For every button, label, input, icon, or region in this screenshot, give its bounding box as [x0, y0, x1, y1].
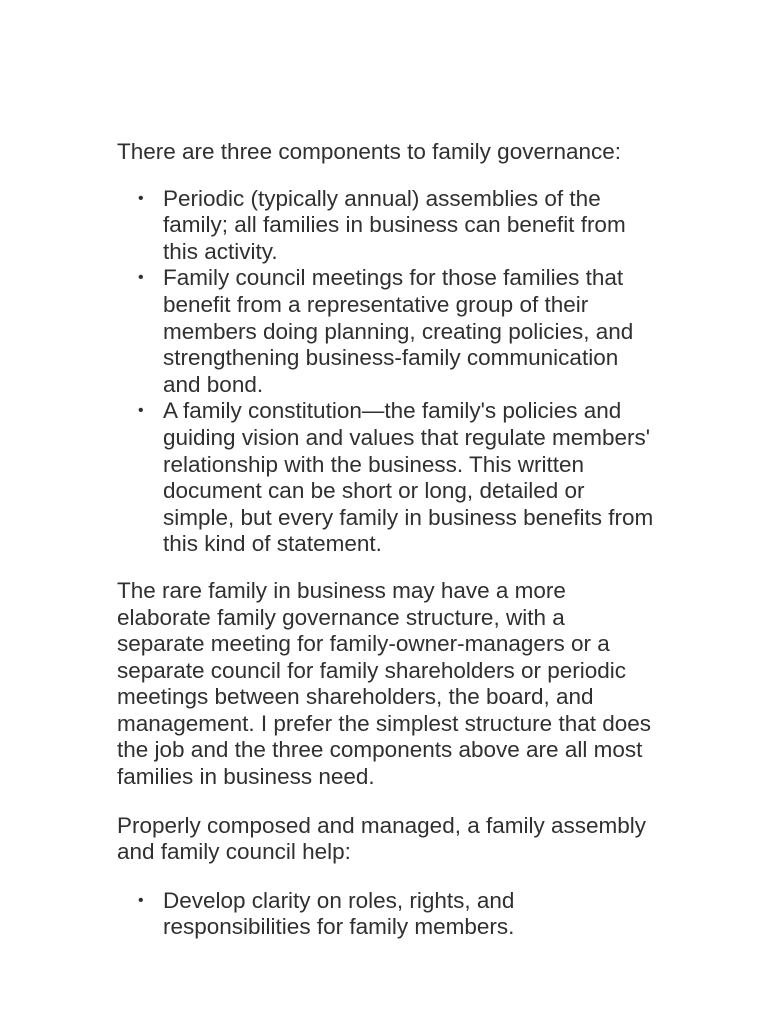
intro-paragraph: There are three components to family governance: — [117, 139, 622, 164]
list-item — [117, 888, 657, 941]
list-item — [117, 398, 657, 558]
bullet-icon: • — [138, 402, 144, 420]
bullet-icon: • — [138, 269, 144, 287]
list-item-text: Periodic (typically annual) assemblies of the family; all families in business can benefit from this activity. — [163, 185, 626, 264]
structure-paragraph: The rare family in business may have a more elaborate family governance structure, with a separate meeting for family-owner-managers or a separate council for family shareholders or periodic meetings between shareholders, the board, and management. I prefer the simplest structure that does the job and the three components above are all most families in business need. — [117, 577, 652, 790]
benefits-list — [117, 888, 657, 941]
list-item — [117, 265, 657, 398]
list-item-text: Family council meetings for those families that benefit from a representative group of their members doing planning, creating policies, and strengthening business-family communication and bond. — [163, 265, 634, 397]
bullet-icon: • — [138, 189, 144, 207]
list-item-text: Develop clarity on roles, rights, and responsibilities for family members. — [163, 887, 515, 940]
bullet-icon: • — [138, 891, 144, 909]
list-item — [117, 186, 657, 266]
document-body — [117, 139, 657, 961]
components-list — [117, 186, 657, 558]
help-paragraph: Properly composed and managed, a family assembly and family council help: — [117, 812, 647, 865]
list-item-text: A family constitution—the family's policies and guiding vision and values that regulate members' relationship with the business. This written document can be short or long, detailed or simple, but every family in business benefits from this kind of statement. — [163, 398, 654, 557]
